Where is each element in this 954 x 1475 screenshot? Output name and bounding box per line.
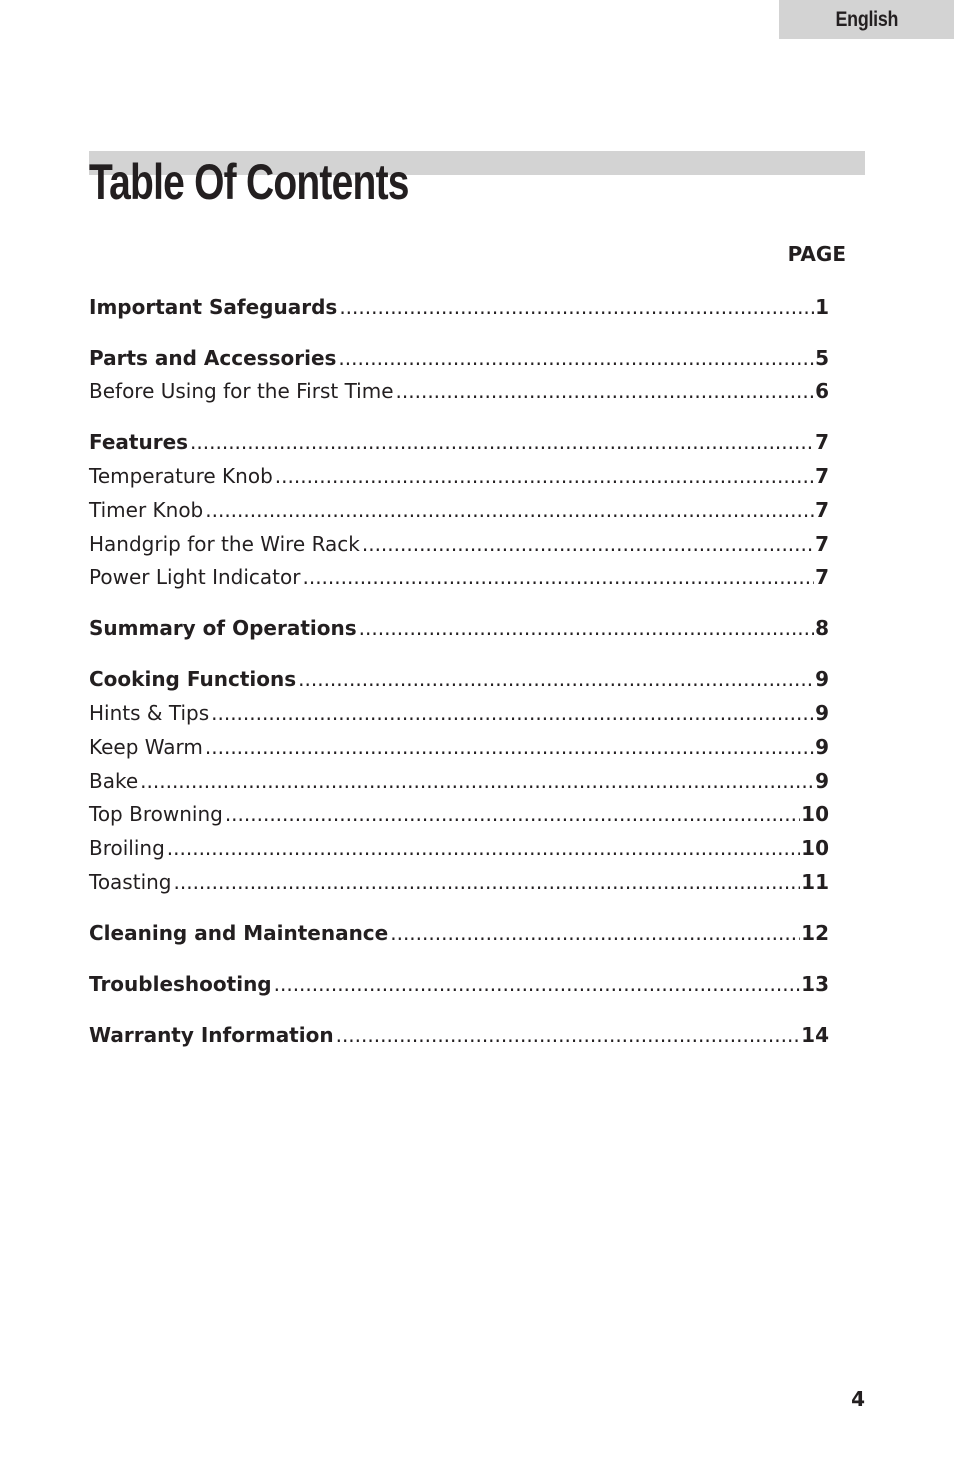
page-column-header: PAGE — [787, 242, 846, 266]
toc-entry-timer-knob[interactable] — [89, 495, 829, 525]
dot-leader — [338, 343, 814, 373]
toc-entry-page: 8 — [815, 616, 829, 640]
language-tab-label: English — [835, 7, 898, 31]
toc-entry-page: 7 — [815, 565, 829, 589]
dot-leader — [174, 867, 801, 897]
toc-entry-page: 6 — [815, 379, 829, 403]
toc-entry-label: Important Safeguards — [89, 295, 338, 319]
toc-entry-page: 9 — [815, 735, 829, 759]
toc-entry-page: 12 — [801, 921, 829, 945]
toc-entry-important-safeguards[interactable] — [89, 292, 829, 322]
toc-entry-label: Parts and Accessories — [89, 346, 337, 370]
toc-entry-parts-and-accessories[interactable] — [89, 343, 829, 373]
dot-leader — [190, 427, 814, 457]
dot-leader — [167, 833, 800, 863]
dot-leader — [205, 495, 814, 525]
toc-entry-top-browning[interactable] — [89, 799, 829, 829]
toc-entry-page: 9 — [815, 769, 829, 793]
toc-entry-handgrip[interactable] — [89, 529, 829, 559]
toc-entry-label: Broiling — [89, 836, 165, 860]
toc-entry-label: Keep Warm — [89, 735, 203, 759]
toc-entry-page: 11 — [801, 870, 829, 894]
toc-entry-troubleshooting[interactable] — [89, 969, 829, 999]
dot-leader — [359, 613, 814, 643]
toc-entry-label: Troubleshooting — [89, 972, 272, 996]
toc-entry-keep-warm[interactable] — [89, 732, 829, 762]
toc-entry-toasting[interactable] — [89, 867, 829, 897]
toc-entry-label: Power Light Indicator — [89, 565, 301, 589]
toc-entry-broiling[interactable] — [89, 833, 829, 863]
toc-entry-before-using[interactable] — [89, 376, 829, 406]
toc-entry-label: Toasting — [89, 870, 172, 894]
toc-entry-power-light[interactable] — [89, 562, 829, 592]
dot-leader — [298, 664, 814, 694]
page-number: 4 — [851, 1387, 865, 1411]
toc-entry-page: 9 — [815, 667, 829, 691]
toc-entry-page: 7 — [815, 464, 829, 488]
toc-entry-label: Cleaning and Maintenance — [89, 921, 389, 945]
toc-entry-label: Bake — [89, 769, 139, 793]
toc-entry-page: 7 — [815, 532, 829, 556]
toc-entry-page: 1 — [815, 295, 829, 319]
toc-entry-hints-tips[interactable] — [89, 698, 829, 728]
page-title: Table Of Contents — [89, 154, 409, 210]
dot-leader — [396, 376, 815, 406]
toc-entry-page: 10 — [801, 836, 829, 860]
toc-entry-label: Top Browning — [89, 802, 223, 826]
toc-entry-temperature-knob[interactable] — [89, 461, 829, 491]
toc-entry-cleaning[interactable] — [89, 918, 829, 948]
dot-leader — [205, 732, 814, 762]
toc-entry-label: Features — [89, 430, 189, 454]
toc-entry-bake[interactable] — [89, 766, 829, 796]
toc-entry-label: Temperature Knob — [89, 464, 273, 488]
dot-leader — [275, 461, 814, 491]
toc-entry-summary-of-operations[interactable] — [89, 613, 829, 643]
toc-entry-label: Timer Knob — [89, 498, 204, 522]
toc-entry-cooking-functions[interactable] — [89, 664, 829, 694]
language-tab — [779, 0, 954, 39]
toc-entry-label: Summary of Operations — [89, 616, 357, 640]
toc-entry-label: Hints & Tips — [89, 701, 210, 725]
toc-entry-page: 9 — [815, 701, 829, 725]
toc-entry-label: Handgrip for the Wire Rack — [89, 532, 360, 556]
toc-entry-page: 14 — [801, 1023, 829, 1047]
toc-entry-page: 7 — [815, 498, 829, 522]
dot-leader — [336, 1020, 801, 1050]
toc-entry-page: 5 — [815, 346, 829, 370]
dot-leader — [211, 698, 814, 728]
dot-leader — [225, 799, 800, 829]
toc-entry-page: 10 — [801, 802, 829, 826]
dot-leader — [302, 562, 814, 592]
toc-entry-label: Cooking Functions — [89, 667, 297, 691]
toc-entry-features[interactable] — [89, 427, 829, 457]
dot-leader — [140, 766, 814, 796]
toc-entry-label: Before Using for the First Time — [89, 379, 394, 403]
toc-entry-page: 13 — [801, 972, 829, 996]
dot-leader — [362, 529, 814, 559]
dot-leader — [274, 969, 801, 999]
dot-leader — [390, 918, 800, 948]
toc-entry-page: 7 — [815, 430, 829, 454]
toc-entry-warranty[interactable] — [89, 1020, 829, 1050]
toc-entry-label: Warranty Information — [89, 1023, 334, 1047]
dot-leader — [339, 292, 814, 322]
